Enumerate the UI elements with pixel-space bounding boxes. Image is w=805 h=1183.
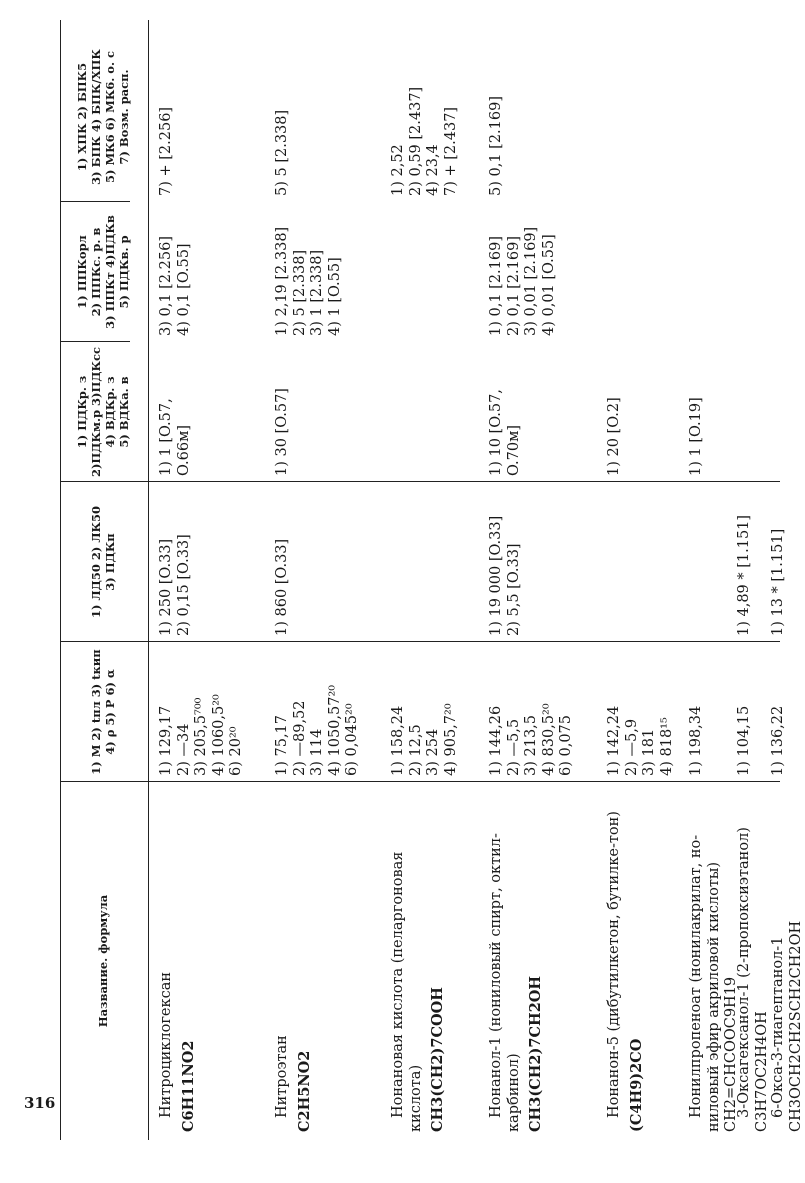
cell-props	[606, 706, 676, 776]
substance-name-cell	[158, 790, 197, 1132]
cell-misc	[488, 96, 506, 196]
cell-line: 1) 860 [O.33]	[274, 538, 290, 636]
substance-name-cell	[274, 790, 313, 1132]
cell-line: 1) 75,17	[274, 714, 290, 776]
cell-line: 1) 198,34	[688, 705, 704, 776]
cell-line: 2) 5 [2.338]	[291, 249, 308, 336]
substance-formula: CH3(CH2)7COOH	[429, 987, 446, 1132]
cell-line: 1) 136,22	[770, 705, 786, 776]
header-name	[60, 782, 148, 1140]
col-separator	[60, 481, 780, 482]
header-tox	[60, 482, 148, 642]
header-pdk	[60, 342, 148, 482]
header-pdk-line: 4) ВДКр. з	[103, 376, 117, 448]
cell-props	[274, 685, 362, 776]
cell-ppk	[488, 227, 558, 336]
cell-tox	[736, 515, 754, 636]
cell-line: 3) 114	[309, 728, 325, 776]
cell-line: 1) 19 000 [O.33]	[488, 515, 504, 636]
cell-line: 4) 1 [O.55]	[326, 257, 343, 336]
cell-line: 4) 0,1 [O.55]	[175, 243, 192, 336]
header-bottom-rule	[148, 20, 149, 1140]
header-ppk-line: 3) ППКт 4)ПДКв	[103, 215, 117, 329]
cell-line: 6) 0,045²⁰	[344, 703, 360, 776]
cell-tox	[158, 534, 193, 636]
cell-line: 6) 0,075	[558, 714, 574, 776]
cell-line: 2) 0,15 [O.33]	[175, 534, 192, 636]
col-separator	[60, 781, 780, 782]
substance-name-cell	[736, 790, 771, 1132]
cell-line: 5) 0,1 [2.169]	[488, 96, 504, 196]
header-misc-line: 5) МК6 6) МК6. о. с	[103, 51, 117, 183]
cell-line: 4) 0,01 [O.55]	[540, 234, 557, 336]
header-pdk-line: 5) ВДКа. в	[116, 376, 131, 448]
cell-line: 1) 144,26	[488, 705, 504, 776]
cell-props	[770, 706, 788, 776]
cell-props	[390, 703, 460, 776]
header-misc	[60, 32, 148, 202]
substance-formula: C2H5NO2	[295, 1050, 313, 1132]
substance-name: Нонилпропеноат (нонилакрилат, но-ниловый эфир акриловой кислоты)	[688, 834, 722, 1132]
header-ppk-line: 1) ППКорл	[75, 235, 90, 309]
cell-pdk	[274, 388, 292, 476]
cell-line: 4) 818¹⁵	[658, 717, 675, 776]
cell-line: O.70м]	[505, 424, 522, 476]
cell-line: O.66м]	[175, 424, 192, 476]
header-ppk-line: 2) ППКс. р. в	[89, 227, 104, 317]
header-name-text: Название. формула	[96, 894, 111, 1028]
cell-tox	[488, 516, 523, 636]
cell-props	[488, 703, 576, 776]
cell-line: 3) 205,5⁷⁰⁰	[193, 697, 209, 776]
cell-line: 1) 250 [O.33]	[158, 538, 174, 636]
substance-name: 6-Окса-3-тиагептанол-1	[770, 936, 786, 1118]
cell-misc	[390, 87, 460, 196]
cell-line: 7) + [2.437]	[442, 106, 459, 196]
cell-line: 1) 4,89 * [1.151]	[736, 514, 752, 636]
cell-line: 1) 1 [O.19]	[688, 397, 704, 476]
cell-props	[158, 694, 246, 776]
cell-line: 1) 30 [O.57]	[274, 388, 290, 476]
substance-name: 3-Оксагексанол-1 (2-пропоксиэтанол)	[736, 827, 752, 1118]
header-props	[60, 642, 148, 782]
cell-line: 4) 1050,57²⁰	[326, 684, 343, 776]
cell-line: 1) 10 [O.57,	[488, 389, 504, 476]
cell-line: 1) 104,15	[736, 705, 752, 776]
cell-line: 4) 905,7²⁰	[442, 703, 459, 776]
cell-line: 7) + [2.256]	[158, 106, 174, 196]
cell-line: 1) 2,52	[390, 144, 406, 196]
cell-line: 6) 20²⁰	[228, 726, 244, 776]
cell-line: 3) 181	[641, 728, 657, 776]
substance-formula-line: CH2=CHCOOC9H19	[723, 976, 739, 1132]
cell-line: 4) 23,4	[425, 144, 441, 196]
cell-pdk	[158, 398, 193, 476]
cell-tox	[274, 539, 292, 636]
col-separator	[60, 641, 780, 642]
cell-misc	[158, 107, 176, 196]
header-tox-line: 3) ПДКп	[103, 533, 117, 591]
substance-name-cell	[390, 790, 447, 1132]
cell-line: 1) 20 [O.2]	[606, 397, 622, 476]
cell-line: 3) 254	[425, 728, 441, 776]
substance-name-cell	[606, 790, 645, 1132]
cell-line: 1) 1 [O.57,	[158, 398, 174, 476]
header-misc-line: 7) Возм. расп.	[116, 69, 131, 165]
header-props-line: 1) M 2) tпл 3) tкип	[89, 649, 104, 775]
cell-line: 3) 0,1 [2.256]	[158, 236, 174, 336]
header-props-line: 4) ρ 5) P 6) α	[103, 669, 117, 755]
substance-formula: (C4H9)2CO	[627, 1038, 645, 1132]
cell-ppk	[274, 227, 344, 336]
page-number: 316	[24, 1094, 56, 1112]
header-ppk-line: 5) ПДКв. р	[116, 235, 131, 309]
substance-name: Нонанон-5 (дибутилкетон, бутилке-тон)	[606, 811, 622, 1118]
substance-name-cell	[488, 790, 545, 1132]
substance-name-cell	[770, 790, 805, 1132]
cell-line: 4) 830,5²⁰	[540, 703, 557, 776]
cell-line: 1) 142,24	[606, 705, 622, 776]
substance-name-cell	[688, 790, 741, 1132]
cell-line: 2) —89,52	[291, 700, 308, 776]
substance-name: Нитроциклогексан	[158, 971, 174, 1118]
cell-pdk	[688, 397, 706, 476]
cell-line: 5) 5 [2.338]	[274, 109, 290, 196]
cell-line: 2) —5,5	[505, 718, 522, 776]
cell-line: 3) 0,01 [2.169]	[523, 226, 539, 336]
cell-line: 2) —5,9	[623, 718, 640, 776]
substance-formula: CH3(CH2)7CH2OH	[527, 975, 544, 1132]
cell-line: 1) 13 * [1.151]	[770, 528, 786, 636]
cell-line: 1) 2,19 [2.338]	[274, 226, 290, 336]
cell-line: 1) 129,17	[158, 705, 174, 776]
cell-line: 2) 0,1 [2.169]	[505, 236, 522, 336]
substance-name: Нитроэтан	[274, 1035, 290, 1118]
cell-pdk	[606, 397, 624, 476]
header-pdk-line: 2)ПДКм.р 3)ПДКсс	[89, 346, 104, 478]
header-tox-line: 1) ЛД50 2) ЛК50	[89, 506, 104, 618]
cell-props	[736, 706, 754, 776]
header-ppk	[60, 202, 148, 342]
substance-formula: C6H11NO2	[179, 1040, 197, 1132]
cell-line: 1) 0,1 [2.169]	[488, 236, 504, 336]
substance-formula-line: CH3OCH2CH2SCH2CH2OH	[787, 920, 804, 1132]
cell-line: 2) 0,59 [2.437]	[407, 86, 424, 196]
cell-props	[688, 706, 706, 776]
cell-pdk	[488, 389, 523, 476]
cell-tox	[770, 529, 788, 636]
header-misc-line: 1) ХПК 2) БПК5	[75, 62, 90, 172]
header-misc-line: 3) БПК 4) БПК/ХПК	[89, 49, 104, 185]
cell-ppk	[158, 236, 193, 336]
cell-line: 1) 158,24	[390, 705, 406, 776]
rotated-table	[60, 20, 804, 1140]
cell-line: 3) 213,5	[523, 714, 539, 776]
substance-formula-line: C3H7OC2H4OH	[753, 1011, 770, 1132]
cell-line: 3) 1 [2.338]	[309, 249, 325, 336]
cell-line: 2) 12,5	[407, 724, 424, 776]
header-pdk-line: 1) ПДКр. з	[75, 375, 90, 449]
substance-name: Нонановая кислота (пеларгоновая кислота)	[390, 851, 424, 1132]
cell-misc	[274, 110, 292, 196]
cell-line: 4) 1060,5²⁰	[210, 694, 227, 776]
cell-line: 2) 5,5 [O.33]	[505, 543, 522, 636]
substance-name: Нонанол-1 (нониловый спирт, октил-карбинол)	[488, 833, 522, 1132]
cell-line: 2) —34	[175, 723, 192, 776]
